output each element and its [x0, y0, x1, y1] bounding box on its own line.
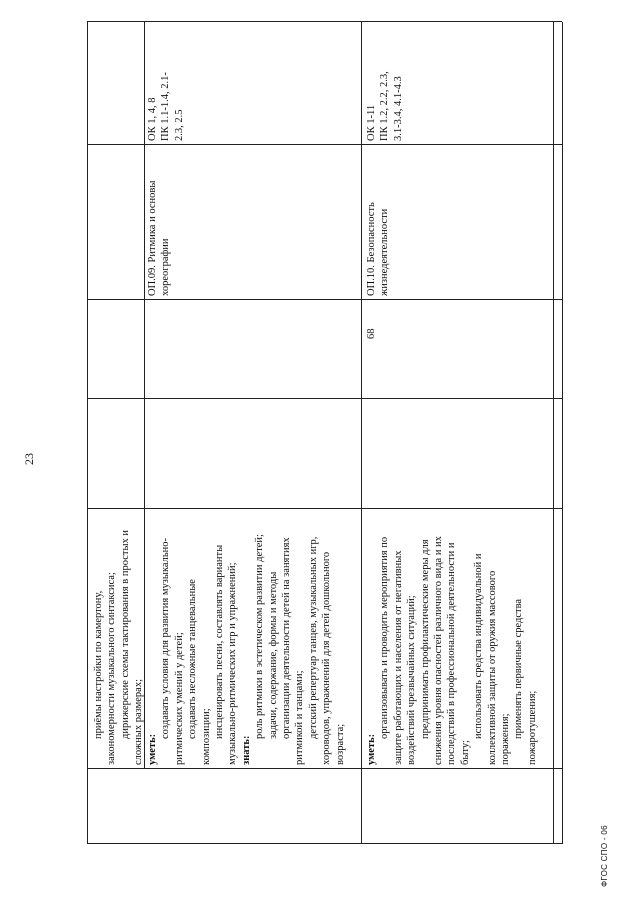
row3-discipline-line-1: ОП.10. Безопасность — [366, 202, 377, 296]
row2-line-8: знать: — [240, 735, 252, 765]
row2-separator — [361, 22, 362, 769]
row2-line-15: возраста; — [334, 723, 346, 765]
row3-hours: 68 — [366, 328, 377, 339]
row2-line-10: задачи, содержание, формы и методы — [267, 571, 279, 739]
row2-line-1: уметь: — [147, 733, 158, 765]
row2-line-4: создавать несложные танцевальные — [187, 579, 199, 739]
row1-line-3: дирижерские схемы тактирования в простых и — [119, 529, 131, 739]
row2-line-5: композиции; — [200, 708, 212, 765]
row3-line-4: воздействий чрезвычайных ситуаций; — [406, 595, 418, 765]
row2-line-6: инсценировать песни, составлять варианты — [214, 544, 226, 739]
row1-separator — [144, 22, 145, 769]
table-border-top — [87, 22, 88, 844]
row1-line-4: сложных размерах; — [133, 679, 145, 765]
row2-content-cell — [146, 513, 347, 765]
row1-line-1: приёмы настройки по камертону, — [93, 590, 104, 739]
row3-line-10: коллективной защиты от оружия массового — [486, 570, 498, 765]
row3-content-cell — [365, 511, 539, 765]
row2-line-9: роль ритмики в эстетическом развитии детей; — [254, 534, 266, 739]
row3-competence-3: 3.1-3.4, 4.1-4.3 — [392, 76, 404, 141]
row2-competence-3: 2.3, 2.5 — [173, 109, 185, 141]
row2-competence-1: ОК 1, 4, 8 — [147, 97, 158, 141]
row2-discipline-line-1: ОП.09. Ритмика и основы — [147, 180, 158, 296]
page-number: 23 — [22, 453, 36, 465]
row2-line-13: детский репертуар танцев, музыкальных игр, — [307, 536, 319, 739]
col-divider-3 — [87, 508, 562, 509]
row3-line-11: поражения; — [500, 713, 512, 765]
row3-competences-cell — [365, 23, 405, 141]
row2-line-7: музыкально-ритмических игр и упражнений; — [227, 562, 239, 765]
col-divider-7 — [87, 21, 562, 22]
col-divider-4 — [87, 398, 562, 399]
row2-line-14: хороводов, упражнений для детей дошкольного — [321, 551, 333, 765]
row3-discipline-line-2: жизнедеятельности — [379, 208, 391, 296]
row3-competence-2: ПК 1.2, 2.2, 2.3, — [379, 71, 391, 141]
row2-line-11: организации деятельности детей на занятиях — [281, 537, 293, 739]
col-divider-2 — [87, 768, 562, 769]
row1-content-cell — [92, 513, 146, 765]
row3-line-6: снижения уровня опасностей различного вида и их — [433, 536, 445, 765]
col-divider-1 — [87, 843, 562, 844]
row-divider-3 — [553, 22, 554, 844]
row2-line-2: создавать условия для развития музыкально- — [160, 537, 172, 739]
row3-line-2: организовывать и проводить мероприятия по — [379, 536, 391, 739]
row2-discipline-line-2: хореографии — [160, 238, 172, 296]
row3-line-7: последствий в профессиональной деятельности и — [446, 542, 458, 765]
row2-line-3: ритмических умений у детей; — [173, 632, 185, 765]
row3-line-1: уметь: — [366, 733, 377, 765]
row2-competence-2: ПК 1.1-1.4, 2.1- — [160, 72, 172, 141]
row3-line-12: применять первичные средства — [513, 598, 525, 739]
row3-hours-cell — [365, 303, 378, 339]
col-divider-6 — [87, 144, 562, 145]
row2-discipline-cell — [146, 146, 173, 296]
row3-line-9: использовать средства индивидуальной и — [473, 553, 485, 739]
col-divider-5 — [87, 299, 562, 300]
row3-line-3: защите работающих и населения от негативных — [392, 550, 404, 765]
row1-line-2: закономерности музыкального синтаксиса; — [106, 572, 118, 765]
row3-discipline-cell — [365, 146, 392, 296]
page-footer: ФГОС СПО - 06 — [600, 825, 609, 887]
row2-competences-cell — [146, 23, 186, 141]
row3-line-8: быту; — [459, 740, 471, 765]
row3-line-5: предпринимать профилактические меры для — [419, 539, 431, 739]
row2-line-12: ритмикой и танцами; — [294, 670, 306, 765]
table-border-bottom — [562, 22, 563, 844]
row3-line-13: пожаротушения; — [526, 690, 538, 765]
row3-competence-1: ОК 1-11 — [366, 104, 377, 141]
